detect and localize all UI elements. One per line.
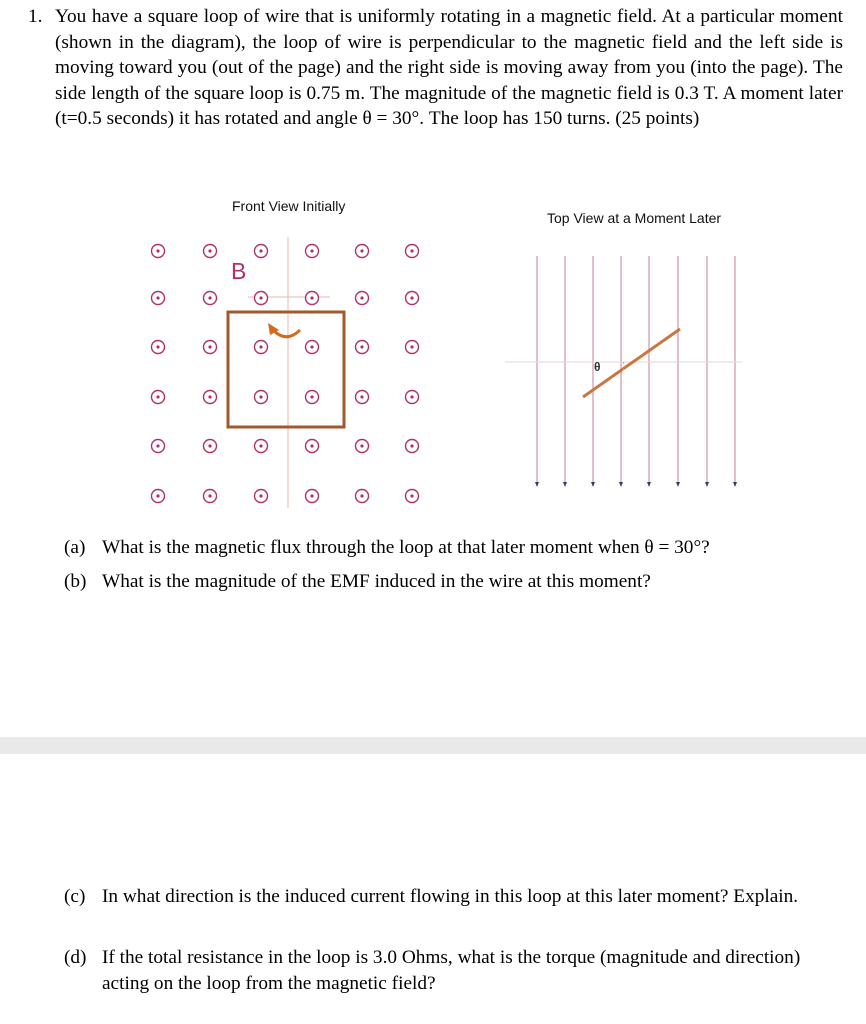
field-out-dot bbox=[410, 444, 413, 447]
field-arrowhead-icon bbox=[647, 482, 651, 487]
field-out-dot bbox=[360, 395, 363, 398]
field-arrowhead-icon bbox=[563, 482, 567, 487]
field-out-dot bbox=[156, 395, 159, 398]
field-out-dot bbox=[259, 395, 262, 398]
field-out-dot bbox=[310, 395, 313, 398]
field-out-dot bbox=[259, 345, 262, 348]
field-arrowhead-icon bbox=[591, 482, 595, 487]
field-out-dot bbox=[156, 444, 159, 447]
field-out-dot bbox=[208, 345, 211, 348]
question-b bbox=[64, 569, 854, 595]
field-out-dot bbox=[410, 296, 413, 299]
square-loop bbox=[228, 312, 344, 427]
field-arrowhead-icon bbox=[619, 482, 623, 487]
field-out-dot bbox=[259, 249, 262, 252]
field-out-dot bbox=[310, 345, 313, 348]
field-out-of-page-symbols bbox=[152, 245, 419, 503]
field-out-dot bbox=[310, 296, 313, 299]
field-out-dot bbox=[360, 249, 363, 252]
top-view-title: Top View at a Moment Later bbox=[547, 210, 722, 226]
question-text: If the total resistance in the loop is 3.0 Ohms, what is the torque (magnitude and direction) acting on the loop from the magnetic field? bbox=[102, 947, 801, 994]
field-out-dot bbox=[156, 296, 159, 299]
field-arrowhead-icon bbox=[535, 482, 539, 487]
field-out-dot bbox=[360, 296, 363, 299]
question-label: (c) bbox=[64, 886, 86, 907]
angle-label-theta: θ bbox=[594, 360, 601, 374]
field-label-b: B bbox=[231, 258, 247, 284]
field-out-dot bbox=[410, 345, 413, 348]
field-lines bbox=[535, 256, 737, 487]
question-text: In what direction is the induced current flowing in this loop at this later moment? Explain. bbox=[102, 886, 799, 907]
front-view-title: Front View Initially bbox=[232, 198, 346, 214]
field-out-dot bbox=[208, 249, 211, 252]
rotation-arrow-icon bbox=[268, 323, 300, 337]
question-label: (d) bbox=[64, 947, 87, 968]
question-label: (a) bbox=[64, 537, 86, 558]
question-c bbox=[64, 884, 842, 910]
question-text: What is the magnitude of the EMF induced in the wire at this moment? bbox=[102, 571, 651, 592]
field-arrowhead-icon bbox=[705, 482, 709, 487]
field-out-dot bbox=[410, 249, 413, 252]
field-out-dot bbox=[360, 444, 363, 447]
field-out-dot bbox=[360, 494, 363, 497]
field-out-dot bbox=[156, 494, 159, 497]
field-out-dot bbox=[360, 345, 363, 348]
field-out-dot bbox=[310, 444, 313, 447]
question-a bbox=[64, 535, 854, 561]
field-out-dot bbox=[208, 494, 211, 497]
problem-text: You have a square loop of wire that is uniformly rotating in a magnetic field. At a particular moment (shown in the diagram), the loop of wire is perpendicular to the magnetic field and the left side is moving toward you (out of the page) and the right side is moving away from you (into the page). The side length of the square loop is 0.75 m. The magnitude of the magnetic field is 0.3 T. A moment later (t=0.5 seconds) it has rotated and angle θ = 30°. The loop has 150 turns. (25 points) bbox=[55, 6, 843, 130]
field-out-dot bbox=[410, 395, 413, 398]
field-out-dot bbox=[310, 249, 313, 252]
field-out-dot bbox=[156, 249, 159, 252]
field-out-dot bbox=[310, 494, 313, 497]
question-label: (b) bbox=[64, 571, 87, 592]
field-out-dot bbox=[208, 296, 211, 299]
question-d bbox=[64, 945, 842, 997]
field-out-dot bbox=[208, 444, 211, 447]
problem-number: 1. bbox=[28, 6, 43, 27]
field-out-dot bbox=[156, 345, 159, 348]
field-out-dot bbox=[259, 444, 262, 447]
question-text: What is the magnetic flux through the loop at that later moment when θ = 30°? bbox=[102, 537, 710, 558]
field-out-dot bbox=[208, 395, 211, 398]
field-out-dot bbox=[410, 494, 413, 497]
page-separator bbox=[0, 737, 866, 754]
field-out-dot bbox=[259, 296, 262, 299]
field-arrowhead-icon bbox=[676, 482, 680, 487]
field-arrowhead-icon bbox=[733, 482, 737, 487]
field-out-dot bbox=[259, 494, 262, 497]
